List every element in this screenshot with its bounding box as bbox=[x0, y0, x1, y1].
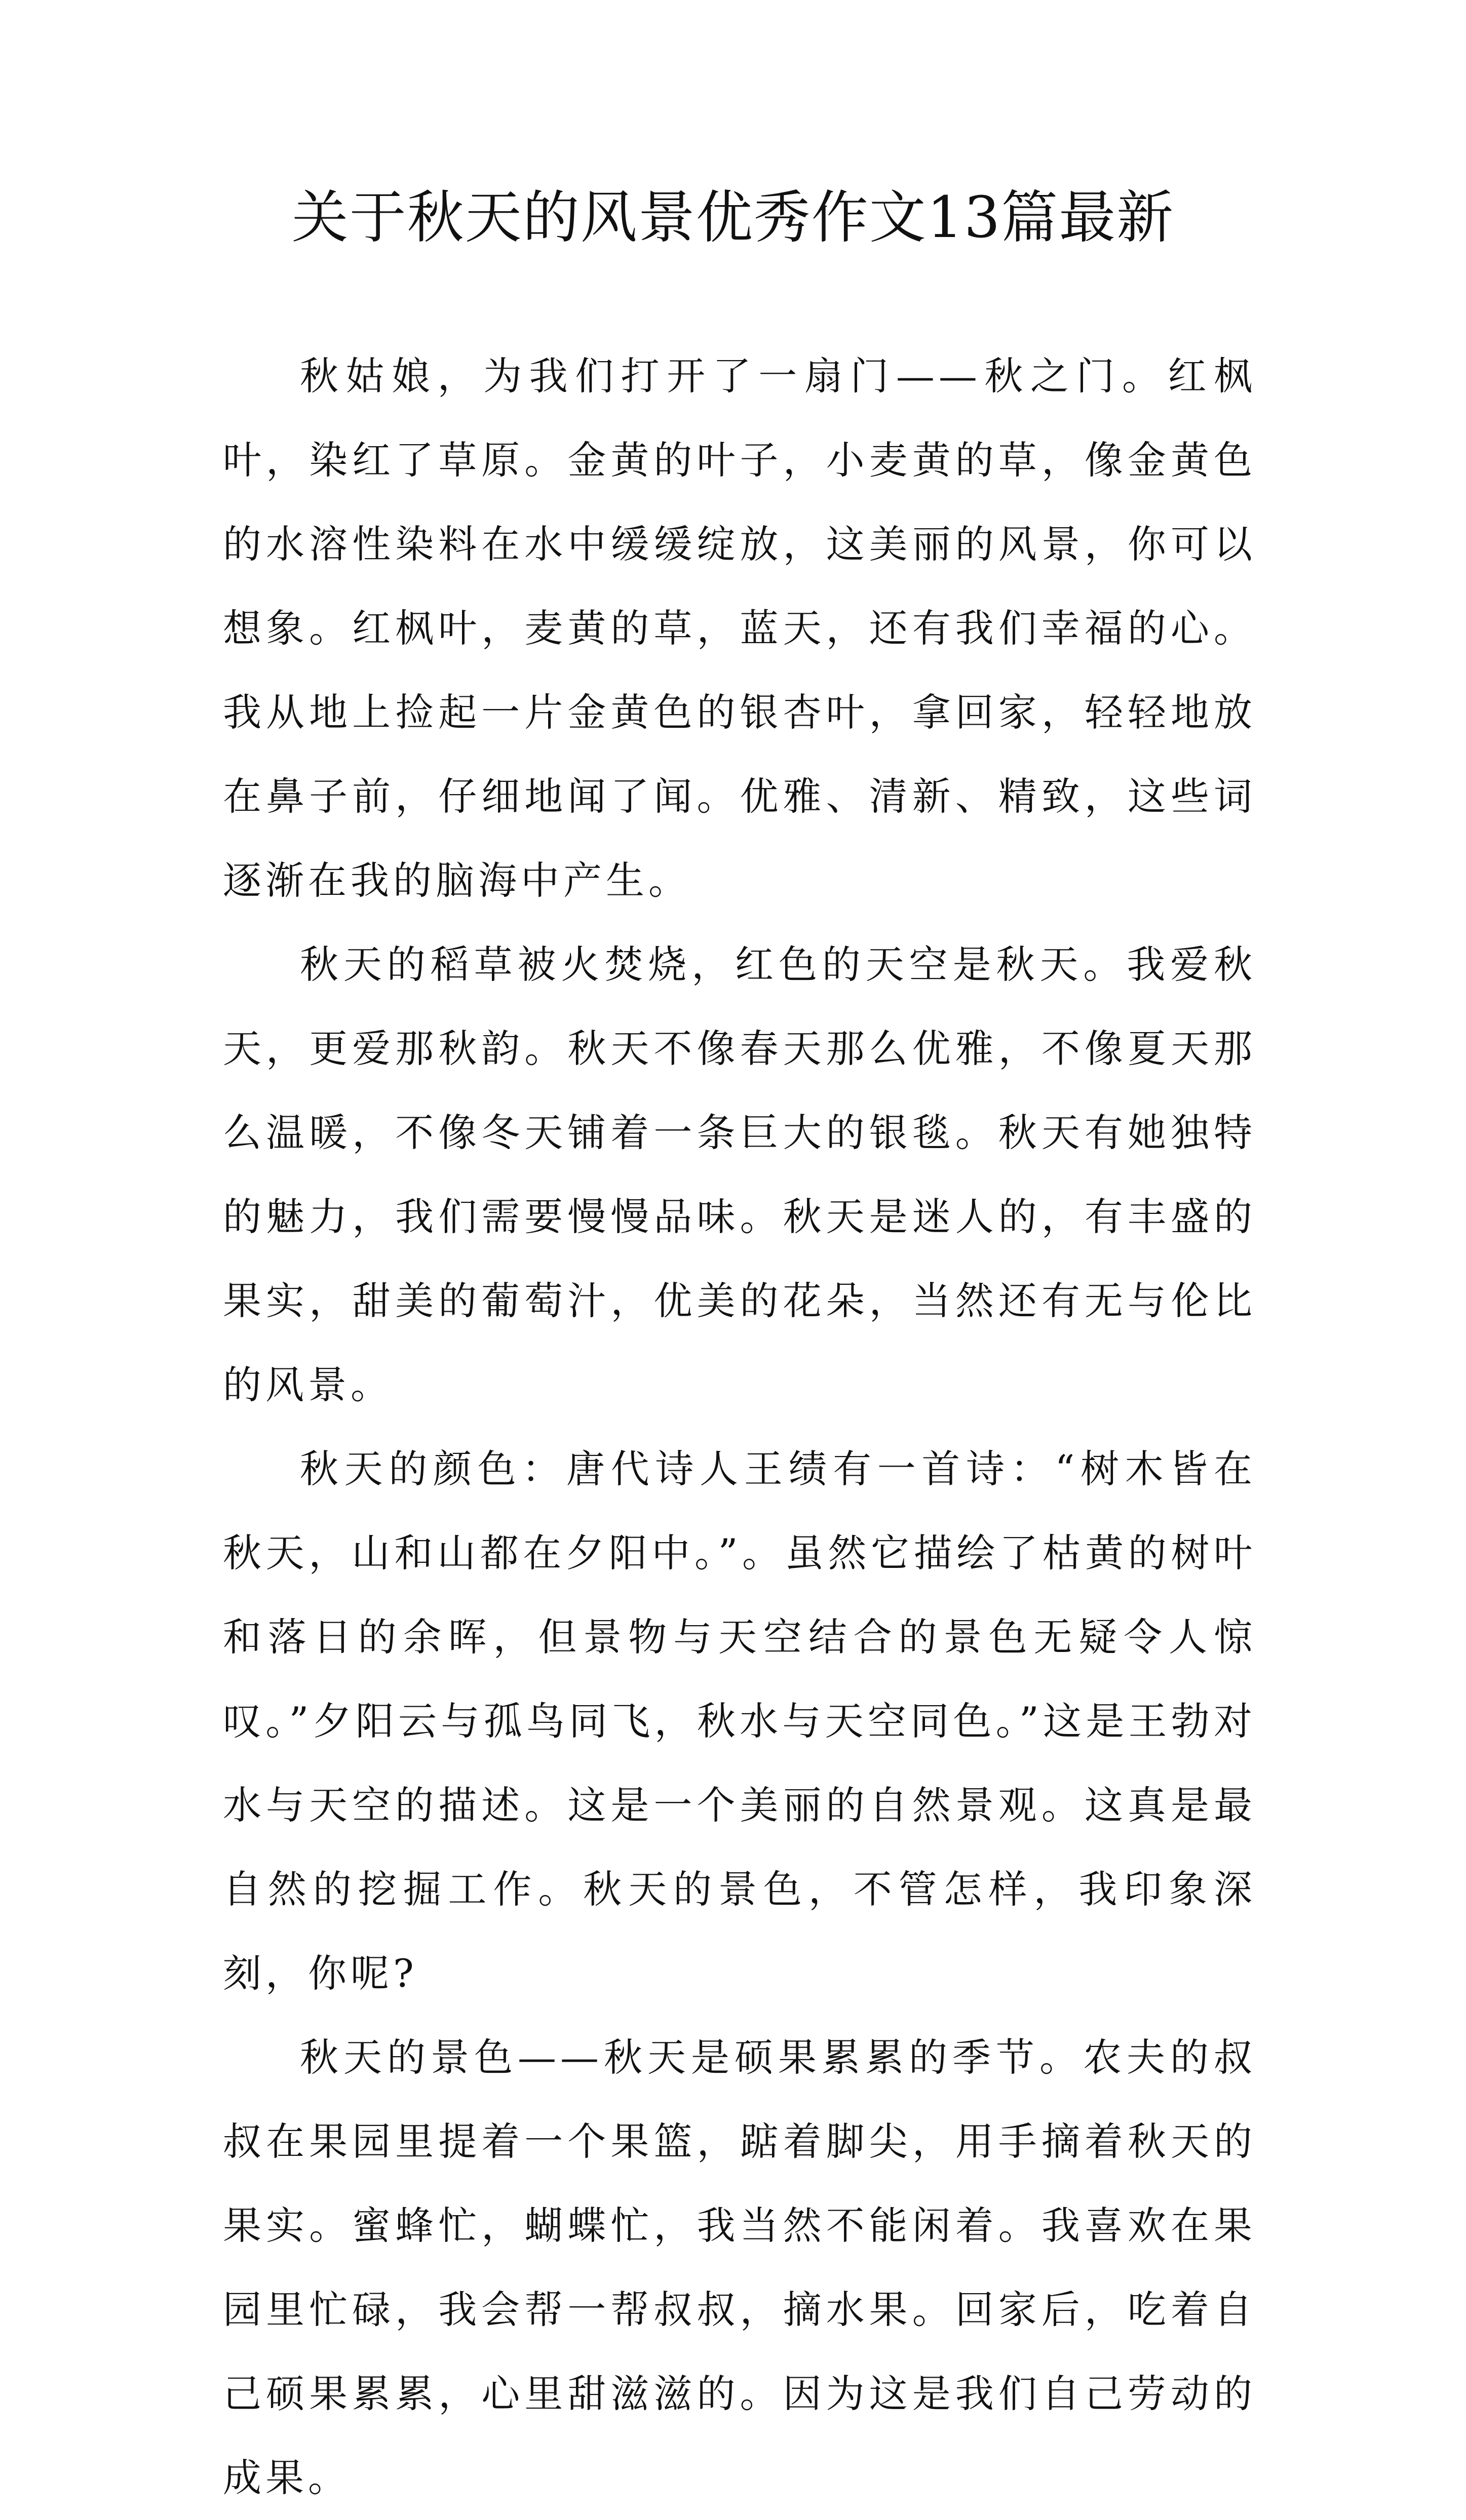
paragraph-2: 秋天的稻草被火焚烧，红色的天空是秋天。我爱秋天，更爱那秋韵。秋天不像春天那么优雅，不像夏天那么温暖，不像冬天铺着一条巨大的银毯。秋天有她独特的魅力，我们需要慢慢品味。秋天是迷人的，有丰盛的果实，甜美的葡萄汁，优美的花朵，当然还有无与伦比的风景。 bbox=[223, 942, 1256, 1407]
paragraph-4: 秋天的景色——秋天是硕果累累的季节。农夫的叔叔在果园里提着一个果篮，踮着脚尖，用手摘着秋天的果实。蜜蜂忙，蝴蝶忙，我当然不能闲着。我喜欢在果园里忙碌，我会帮一帮叔叔，摘水果。回家后，吃着自己硕果累累，心里甜滋滋的。因为这是我们自己劳动的成果。 bbox=[223, 2035, 1256, 2500]
paragraph-3: 秋天的颜色：唐代诗人王绩有一首诗：“树木皆在秋天，山和山都在夕阳中。”。虽然它描绘了枯黄的树叶和落日的余晖，但景物与天空结合的景色无疑令人惊叹。”夕阳云与孤鸟同飞，秋水与天空同色。”这是王勃对水与天空的描述。这是一个美丽的自然景观。这真是最自然的挖掘工作。秋天的景色，不管怎样，我印象深刻，你呢? bbox=[223, 1446, 1256, 1996]
document-title: 关于秋天的风景优秀作文13篇最新 bbox=[291, 185, 1175, 251]
document-body bbox=[223, 334, 1256, 2520]
paragraph-1: 秋姑娘，为我们打开了一扇门——秋之门。红枫叶，染红了草原。金黄的叶子，小麦黄的草，像金黄色的水溶性染料在水中缓缓绽放，这美丽的风景，你可以想象。红枫叶，麦黄的草，蓝天，还有我们幸福的心。我从地上捡起一片金黄色的银杏叶，拿回家，轻轻地放在鼻子前，仔细地闻了闻。优雅、清新、精致，这些词逐渐在我的脑海中产生。 bbox=[223, 353, 1256, 903]
